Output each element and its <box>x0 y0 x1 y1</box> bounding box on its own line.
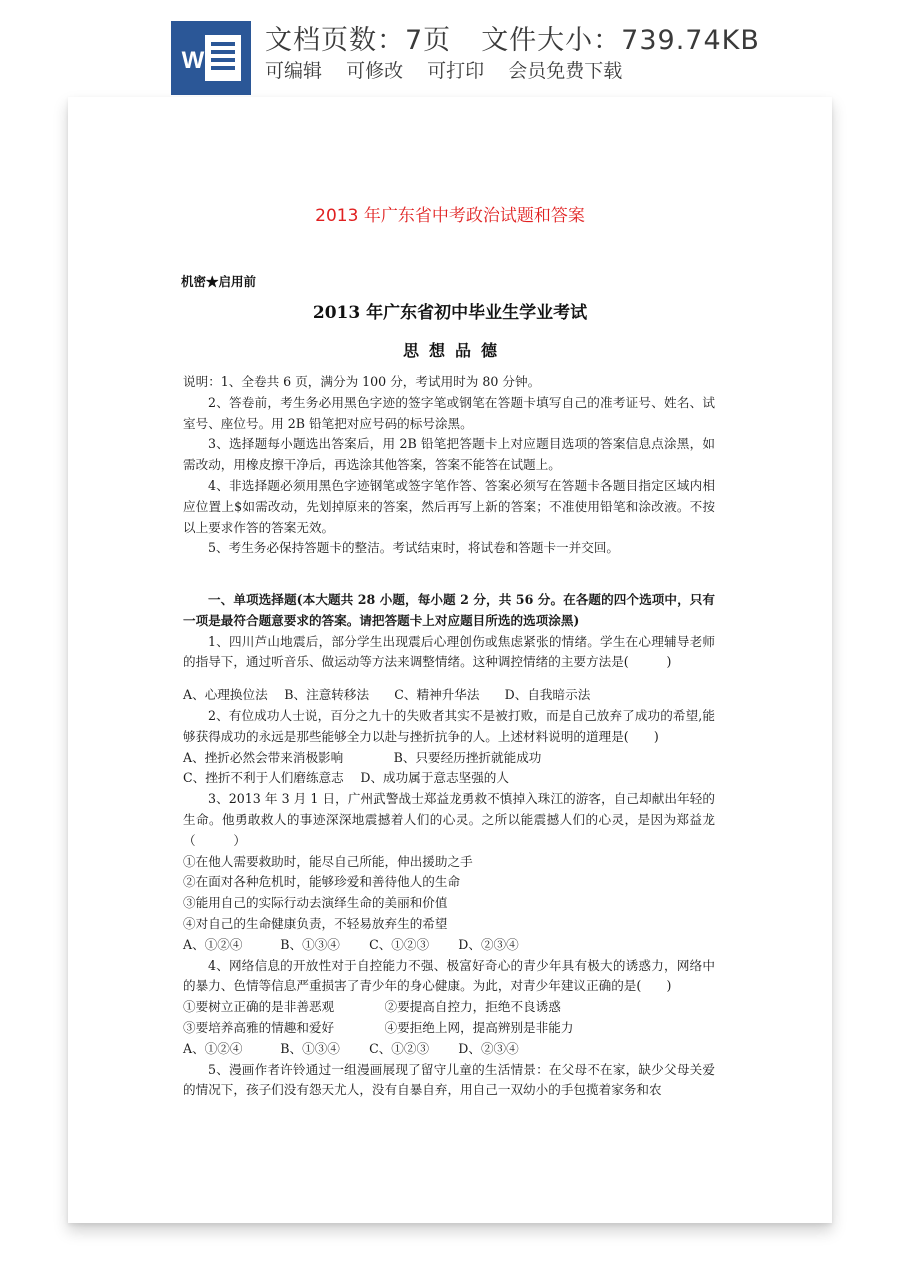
page-count: 文档页数：7页 <box>265 25 452 56</box>
instruction-2: 2、答卷前，考生务必用黑色字迹的签字笔或钢笔在答题卡填写自己的准考证号、姓名、试室号、座位号。用 2B 铅笔把对应号码的标号涂黑。 <box>183 394 715 431</box>
feature-member-download[interactable]: 会员免费下载 <box>508 60 623 82</box>
confidential-mark: 机密★启用前 <box>181 274 257 289</box>
subject-title: 思想品德 <box>402 341 507 360</box>
instruction-1: 说明：1、全卷共 6 页，满分为 100 分，考试用时为 80 分钟。 <box>183 374 541 389</box>
section-heading: 一、单项选择题(本大题共 28 小题，每小题 2 分，共 56 分。在各题的四个选项中，只有一项是最符合题意要求的答案。请把答题卡上对应题目所选的选项涂黑) <box>183 591 715 628</box>
question-4-stem: 4、网络信息的开放性对于自控能力不强、极富好奇心的青少年具有极大的诱惑力，网络中的暴力、色情等信息严重损害了青少年的身心健康。为此，对青少年建议正确的是( ) <box>183 957 715 994</box>
feature-modifiable: 可修改 <box>346 60 404 82</box>
document-title: 2013 年广东省中考政治试题和答案 <box>315 206 585 226</box>
feature-printable: 可打印 <box>427 60 485 82</box>
question-3-item-3: ③能用自己的实际行动去演绎生命的美丽和价值 <box>183 895 448 911</box>
question-1-options: A、心理换位法 B、注意转移法 C、精神升华法 D、自我暗示法 <box>183 687 591 703</box>
question-3-stem: 3、2013 年 3 月 1 日，广州武警战士郑益龙勇救不慎掉入珠江的游客，自己却献出年轻的生命。他勇敢救人的事迹深深地震撼着人们的心灵。之所以能震撼人们的心灵，是因为郑益龙（ ） <box>183 791 715 848</box>
question-2-options-ab: A、挫折必然会带来消极影响 B、只要经历挫折就能成功 <box>183 749 542 765</box>
question-4-items-34: ③要培养高雅的情趣和爱好 ④要拒绝上网，提高辨别是非能力 <box>183 1019 574 1035</box>
instruction-3: 3、选择题每小题选出答案后，用 2B 铅笔把答题卡上对应题目选项的答案信息点涂黑，如需改动，用橡皮擦干净后，再选涂其他答案，答案不能答在试题上。 <box>183 436 715 473</box>
question-3-item-2: ②在面对各种危机时，能够珍爱和善待他人的生命 <box>183 874 461 890</box>
file-size: 文件大小：739.74KB <box>481 25 760 56</box>
file-info <box>265 18 760 57</box>
word-icon-letter: W <box>181 47 205 74</box>
question-2-stem: 2、有位成功人士说，百分之九十的失败者其实不是被打败，而是自己放弃了成功的希望,能够获得成功的永远是那些能够全力以赴与挫折抗争的人。上述材料说明的道理是( ) <box>183 707 715 744</box>
question-1-stem: 1、四川芦山地震后，部分学生出现震后心理创伤或焦虑紧张的情绪。学生在心理辅导老师的指导下，通过听音乐、做运动等方法来调整情绪。这种调控情绪的主要方法是( ) <box>183 633 715 670</box>
exam-title: 2013 年广东省初中毕业生学业考试 <box>312 303 588 323</box>
instruction-4: 4、非选择题必须用黑色字迹钢笔或签字笔作答、答案必须写在答题卡各题目指定区域内相应位置上$如需改动，先划掉原来的答案，然后再写上新的答案；不准使用铅笔和涂改液。不按以上要求作答的答案无效。 <box>183 477 715 535</box>
question-4-options: A、①②④ B、①③④ C、①②③ D、②③④ <box>183 1040 519 1056</box>
question-2-options-cd: C、挫折不利于人们磨练意志 D、成功属于意志坚强的人 <box>183 770 509 786</box>
feature-list <box>265 56 634 83</box>
question-3-options: A、①②④ B、①③④ C、①②③ D、②③④ <box>183 936 519 952</box>
download-banner <box>0 0 900 96</box>
document-page <box>68 97 832 1223</box>
document-body <box>183 372 715 1101</box>
instruction-5: 5、考生务必保持答题卡的整洁。考试结束时，将试卷和答题卡一并交回。 <box>208 540 620 556</box>
question-4-items-12: ①要树立正确的是非善恶观 ②要提高自控力，拒绝不良诱惑 <box>183 999 561 1015</box>
question-3-item-1: ①在他人需要救助时，能尽自己所能，伸出援助之手 <box>183 853 473 869</box>
question-5-stem: 5、漫画作者许铃通过一组漫画展现了留守儿童的生活情景：在父母不在家，缺少父母关爱的情况下，孩子们没有怨天尤人，没有自暴自弃，用自己一双幼小的手包揽着家务和农 <box>183 1061 715 1098</box>
feature-editable: 可编辑 <box>265 60 323 82</box>
question-3-item-4: ④对自己的生命健康负责，不轻易放弃生的希望 <box>183 915 448 931</box>
word-document-icon <box>171 21 251 95</box>
